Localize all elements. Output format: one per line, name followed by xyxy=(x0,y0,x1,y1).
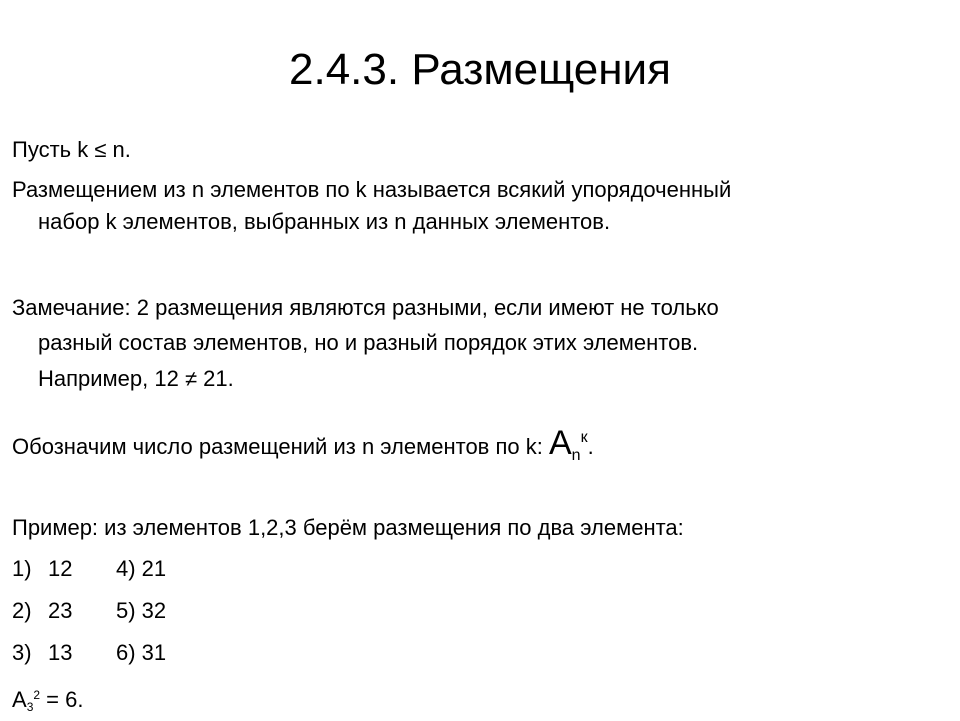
enum-number: 1) xyxy=(12,556,32,581)
enum-row-3 xyxy=(12,639,166,667)
enum-number: 3) xyxy=(12,640,32,665)
notation-subscript: n xyxy=(571,447,581,464)
example-intro: Пример: из элементов 1,2,3 берём размещения по два элемента: xyxy=(12,515,684,540)
enum-value: 23 xyxy=(48,598,73,623)
notation-period: . xyxy=(587,434,594,459)
enum-value-pair: 6) 31 xyxy=(116,640,167,665)
enum-value: 13 xyxy=(48,640,73,665)
remark-line-3: Например, 12 ≠ 21. xyxy=(38,366,234,391)
result-subscript: 3 xyxy=(26,700,34,714)
result-symbol: A xyxy=(12,687,27,712)
enum-value-pair: 4) 21 xyxy=(116,556,167,581)
enum-number: 2) xyxy=(12,598,32,623)
notation-text: Обозначим число размещений из n элементов по k: xyxy=(12,434,543,459)
remark-line-2: разный состав элементов, но и разный порядок этих элементов. xyxy=(38,330,699,355)
notation-line xyxy=(12,424,594,470)
notation-symbol: A xyxy=(548,424,572,462)
slide-title: 2.4.3. Размещения xyxy=(289,45,671,94)
enum-value: 12 xyxy=(48,556,73,581)
enum-value-pair: 5) 32 xyxy=(116,598,167,623)
enum-row-2 xyxy=(12,597,166,625)
condition-line: Пусть k ≤ n. xyxy=(12,137,131,162)
enum-row-1 xyxy=(12,555,166,583)
result-value: = 6. xyxy=(40,687,84,712)
definition-line-2: набор k элементов, выбранных из n данных элементов. xyxy=(38,209,611,234)
result-line xyxy=(12,681,83,721)
definition-line-1: Размещением из n элементов по k называется всякий упорядоченный xyxy=(12,177,732,202)
remark-line-1: Замечание: 2 размещения являются разными, если имеют не только xyxy=(12,295,719,320)
notation-superscript: к xyxy=(580,429,588,446)
result-superscript: 2 xyxy=(33,688,41,702)
